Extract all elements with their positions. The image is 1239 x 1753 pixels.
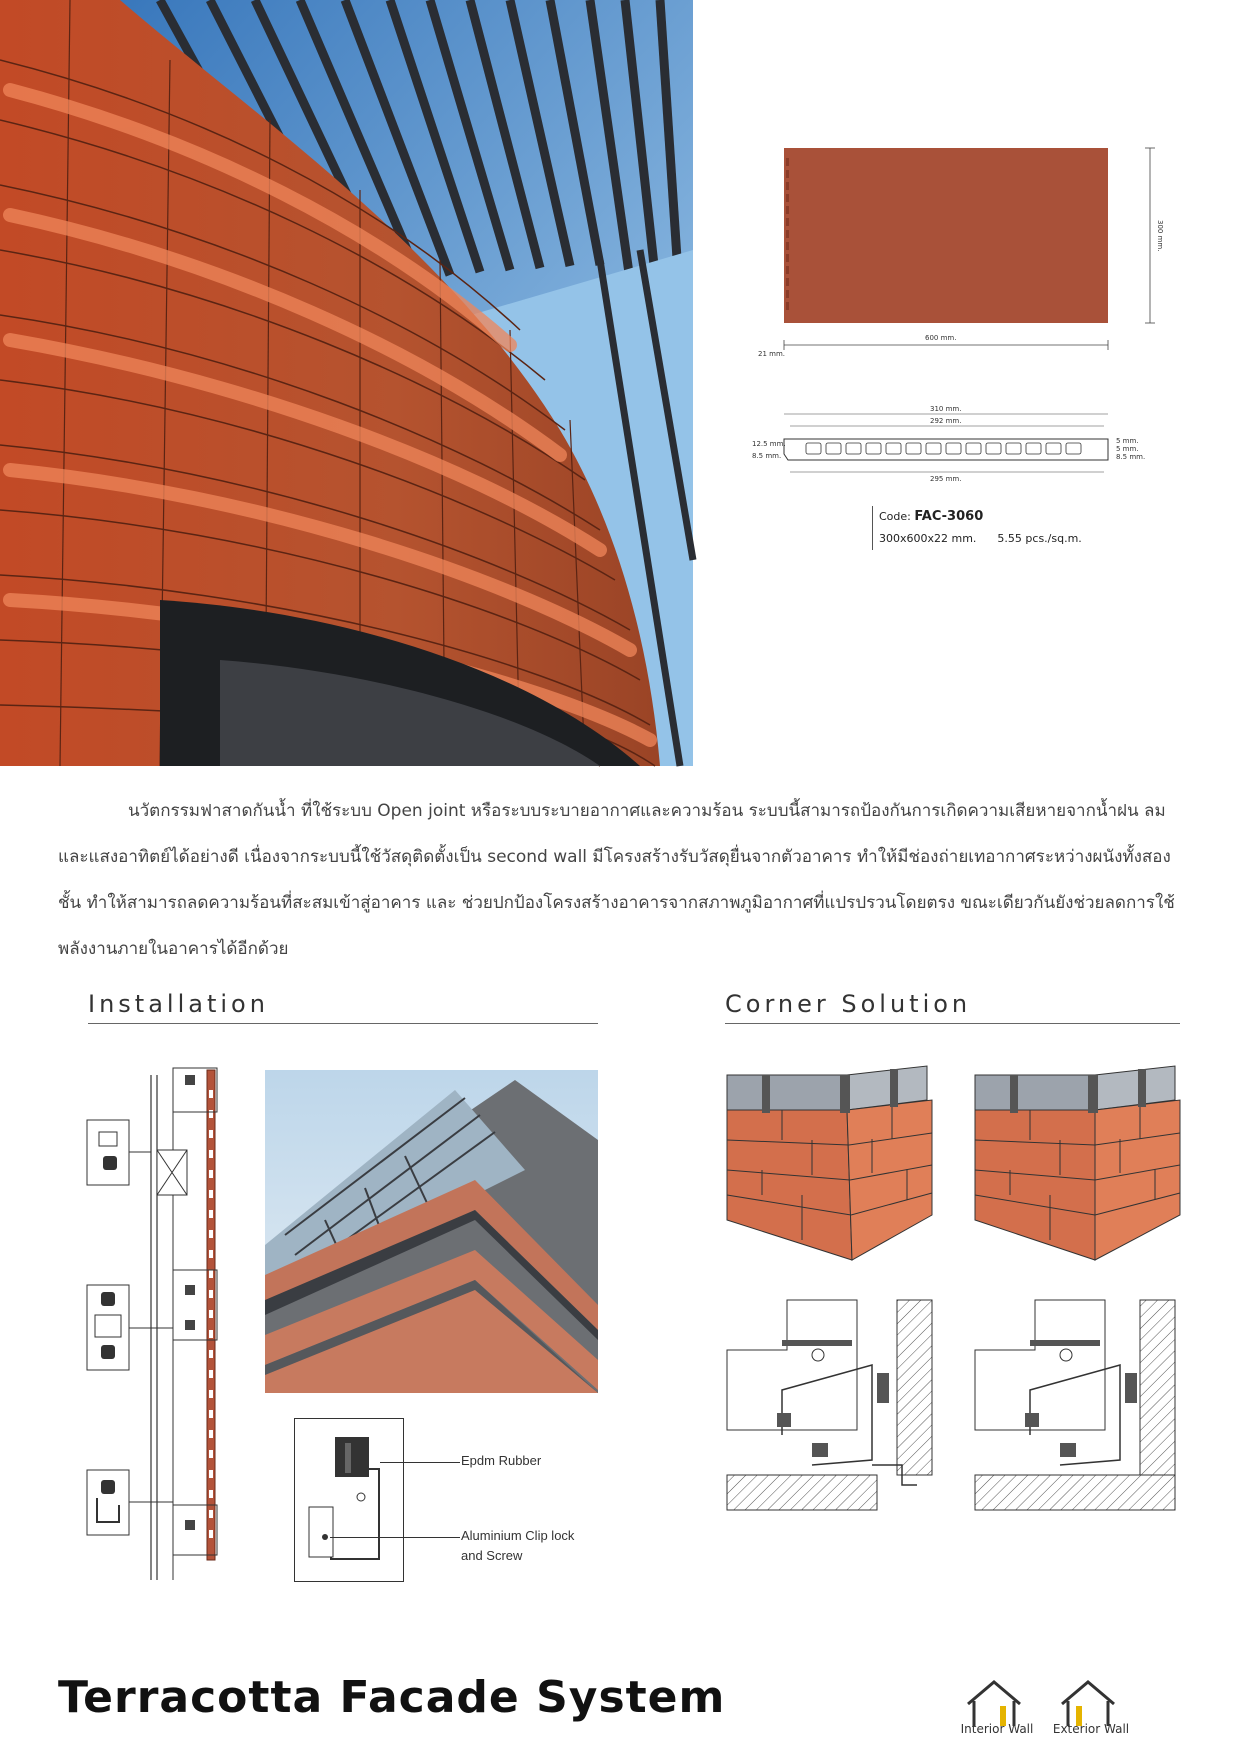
height-dimension: 300 mm. bbox=[1156, 220, 1164, 252]
corner-plan-inside bbox=[970, 1295, 1180, 1515]
profile-right-dim-2: 5 mm. bbox=[1116, 445, 1139, 453]
corner-3d-outside bbox=[722, 1065, 937, 1260]
epdm-label: Epdm Rubber bbox=[461, 1453, 542, 1468]
product-spec-line bbox=[879, 528, 1082, 550]
thickness-dimension: 21 mm. bbox=[758, 350, 785, 358]
product-coverage: 5.55 pcs./sq.m. bbox=[997, 532, 1082, 545]
clip-detail-box bbox=[294, 1418, 404, 1582]
profile-left-top-dimension: 12.5 mm. bbox=[752, 440, 786, 448]
hero-facade-photo bbox=[0, 0, 693, 766]
corner-rule bbox=[725, 1023, 1180, 1024]
profile-overall-dimension: 310 mm. bbox=[930, 405, 962, 413]
installation-section-diagram bbox=[85, 1060, 255, 1585]
tile-front-face bbox=[784, 148, 1108, 323]
profile-bottom-dimension: 295 mm. bbox=[930, 475, 962, 483]
product-code-line bbox=[879, 506, 1082, 528]
profile-right-dim-3: 8.5 mm. bbox=[1116, 453, 1146, 461]
tile-technical-drawing bbox=[752, 140, 1190, 560]
interior-wall-label: Interior Wall bbox=[960, 1722, 1034, 1736]
installation-heading: Installation bbox=[88, 990, 269, 1018]
page-title: Terracotta Facade System bbox=[58, 1672, 726, 1723]
clip-pointer bbox=[330, 1537, 460, 1538]
profile-left-bottom-dimension: 8.5 mm. bbox=[752, 452, 782, 460]
installation-rule bbox=[88, 1023, 598, 1024]
product-description: นวัตกรรมฟาสาดกันน้ำ ที่ใช้ระบบ Open joint หรือระบบระบายอากาศและความร้อน ระบบนี้สามารถป้องกันการเกิดความเสียหายจากน้ำฝน ลม และแสงอาทิตย์ได้อย่างดี เนื่องจากระบบนี้ใช้วัสดุติดตั้งเป็น second wall มีโครงสร้างรับวัสดุยื่นจากตัวอาคาร ทำให้มีช่องถ่ายเทอากาศระหว่างผนังทั้งสองชั้น ทำให้สามารถลดความร้อนที่สะสมเข้าสู่อาคาร และ ช่วยปกป้องโครงสร้างอาคารจากสภาพภูมิอากาศที่แปรปรวนโดยตรง ขณะเดียวกันยังช่วยลดการใช้พลังงานภายในอาคารได้อีกด้วย bbox=[58, 801, 1175, 959]
clip-label-line1: Aluminium Clip lock bbox=[461, 1528, 575, 1543]
installation-building-photo bbox=[265, 1070, 598, 1393]
profile-inner-dimension: 292 mm. bbox=[930, 417, 962, 425]
corner-heading: Corner Solution bbox=[725, 990, 972, 1018]
profile-right-dim-1: 5 mm. bbox=[1116, 437, 1139, 445]
epdm-pointer bbox=[380, 1462, 460, 1463]
corner-3d-inside bbox=[970, 1065, 1185, 1260]
product-code: FAC-3060 bbox=[914, 509, 984, 524]
product-code-block bbox=[872, 506, 1082, 550]
product-size: 300x600x22 mm. bbox=[879, 532, 977, 545]
exterior-wall-label: Exterior Wall bbox=[1052, 1722, 1130, 1736]
width-dimension: 600 mm. bbox=[925, 334, 957, 342]
clip-label-line2: and Screw bbox=[461, 1548, 523, 1563]
code-label: Code: bbox=[879, 510, 911, 523]
corner-plan-outside bbox=[722, 1295, 932, 1515]
